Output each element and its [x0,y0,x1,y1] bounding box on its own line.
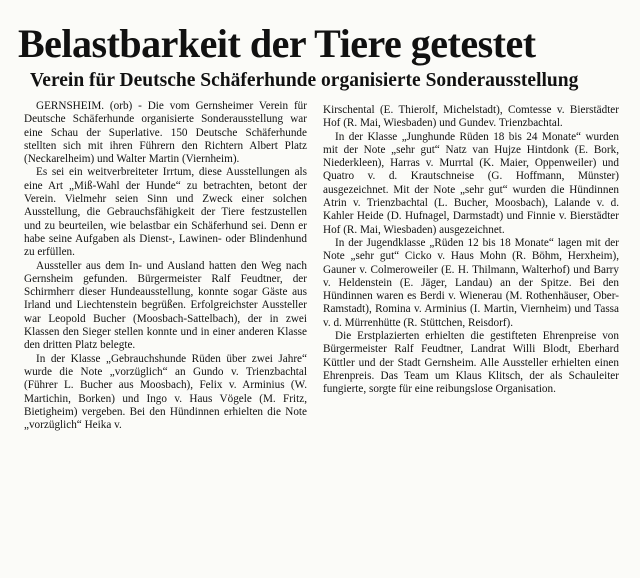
article-headline: Belastbarkeit der Tiere getestet [18,21,536,66]
article-column-right [323,104,619,397]
article-subheadline: Verein für Deutsche Schäferhunde organisierte Sonderausstellung [30,70,579,91]
paragraph: GERNSHEIM. (orb) - Die vom Gernsheimer Verein für Deutsche Schäferhunde organisierte Sonderausstellung war eine Schau der Superlative. 150 Deutsche Schäferhunde stellten sich mit ihren Führern den Richtern Albert Platz (Neckarelheim) und Walter Martin (Viernheim). [24,100,307,166]
paragraph: In der Klasse „Gebrauchshunde Rüden über zwei Jahre“ wurde die Note „vorzüglich“ an Gundo v. Trienzbachtal (Führer L. Bucher aus Moosbach), Felix v. Arminius (W. Martichin, Borken) und Ingo v. Haus Vögele (M. Fritz, Bietigheim) vergeben. Bei den Hündinnen erhielten die Note „vorzüglich“ Heika v. [24,352,307,432]
paragraph: Kirschental (E. Thierolf, Michelstadt), Comtesse v. Bierstädter Hof (R. Mai, Wiesbaden) und Gundev. Trienzbachtal. [323,104,619,130]
paragraph: In der Klasse „Junghunde Rüden 18 bis 24 Monate“ wurden mit der Note „sehr gut“ Natz van Hujze Hintdonk (E. Bork, Niederkleen), Harras v. Murrtal (K. Maier, Oppenweiler) und Quatro v. d. Krautschneise (G. Hoffmann, Münster) ausgezeichnet. Mit der Note „sehr gut“ wurden die Hündinnen Atrin v. Trienzbachtal (L. Bucher, Moosbach), Lalande v. d. Kahler Heide (D. Hufnagel, Darmstadt) und Finnie v. Bierstädter Hof (R. Mai, Wiesbaden) ausgezeichnet. [323,130,619,236]
paragraph: Aussteller aus dem In- und Ausland hatten den Weg nach Gernsheim gefunden. Bürgermeister Ralf Feudtner, der Schirmherr dieser Hundeausstellung, konnte sogar Gäste aus Irland und Liechtenstein begrüßen. Erfolgreichster Aussteller war Leopold Bucher (Moosbach-Sattelbach), der in zwei Klassen den Sieger stellen konnte und in einer anderen Klasse den dritten Platz belegte. [24,259,307,352]
article-column-left [24,100,307,432]
paragraph: In der Jugendklasse „Rüden 12 bis 18 Monate“ lagen mit der Note „sehr gut“ Cicko v. Haus Mohn (R. Böhm, Herxheim), Gauner v. Colmeroweiler (E. H. Thilmann, Walterhof) und Barry v. Heldenstein (E. Jäger, Landau) an der Spitze. Bei den Hündinnen waren es Berdi v. Wienerau (M. Rothenhäuser, Ober-Ramstadt), Romina v. Arminius (I. Martin, Viernheim) und Tassa v. d. Mürrenhütte (R. Stüttchen, Reisdorf). [323,236,619,329]
paragraph: Die Erstplazierten erhielten die gestifteten Ehrenpreise von Bürgermeister Ralf Feudtner, Landrat Willi Blodt, Eberhard Küttler und der Stadt Gernsheim. Alle Aussteller erhielten einen Ehrenpreis. Das Team um Klaus Klitsch, der als Schauleiter fungierte, sorgte für eine reibungslose Organisation. [323,330,619,396]
paragraph: Es sei ein weitverbreiteter Irrtum, diese Ausstellungen als eine Art „Miß-Wahl der Hunde“ zu betrachten, betont der Verein. Vielmehr seien Sinn und Zweck einer solchen Ausstellung, die Gebrauchsfähigkeit der Tiere festzustellen und zu beurteilen, wie belastbar ein Schäferhund sei. Denn er habe seine Aufgaben als Dienst-, Lawinen- oder Blindenhund zu erfüllen. [24,166,307,259]
